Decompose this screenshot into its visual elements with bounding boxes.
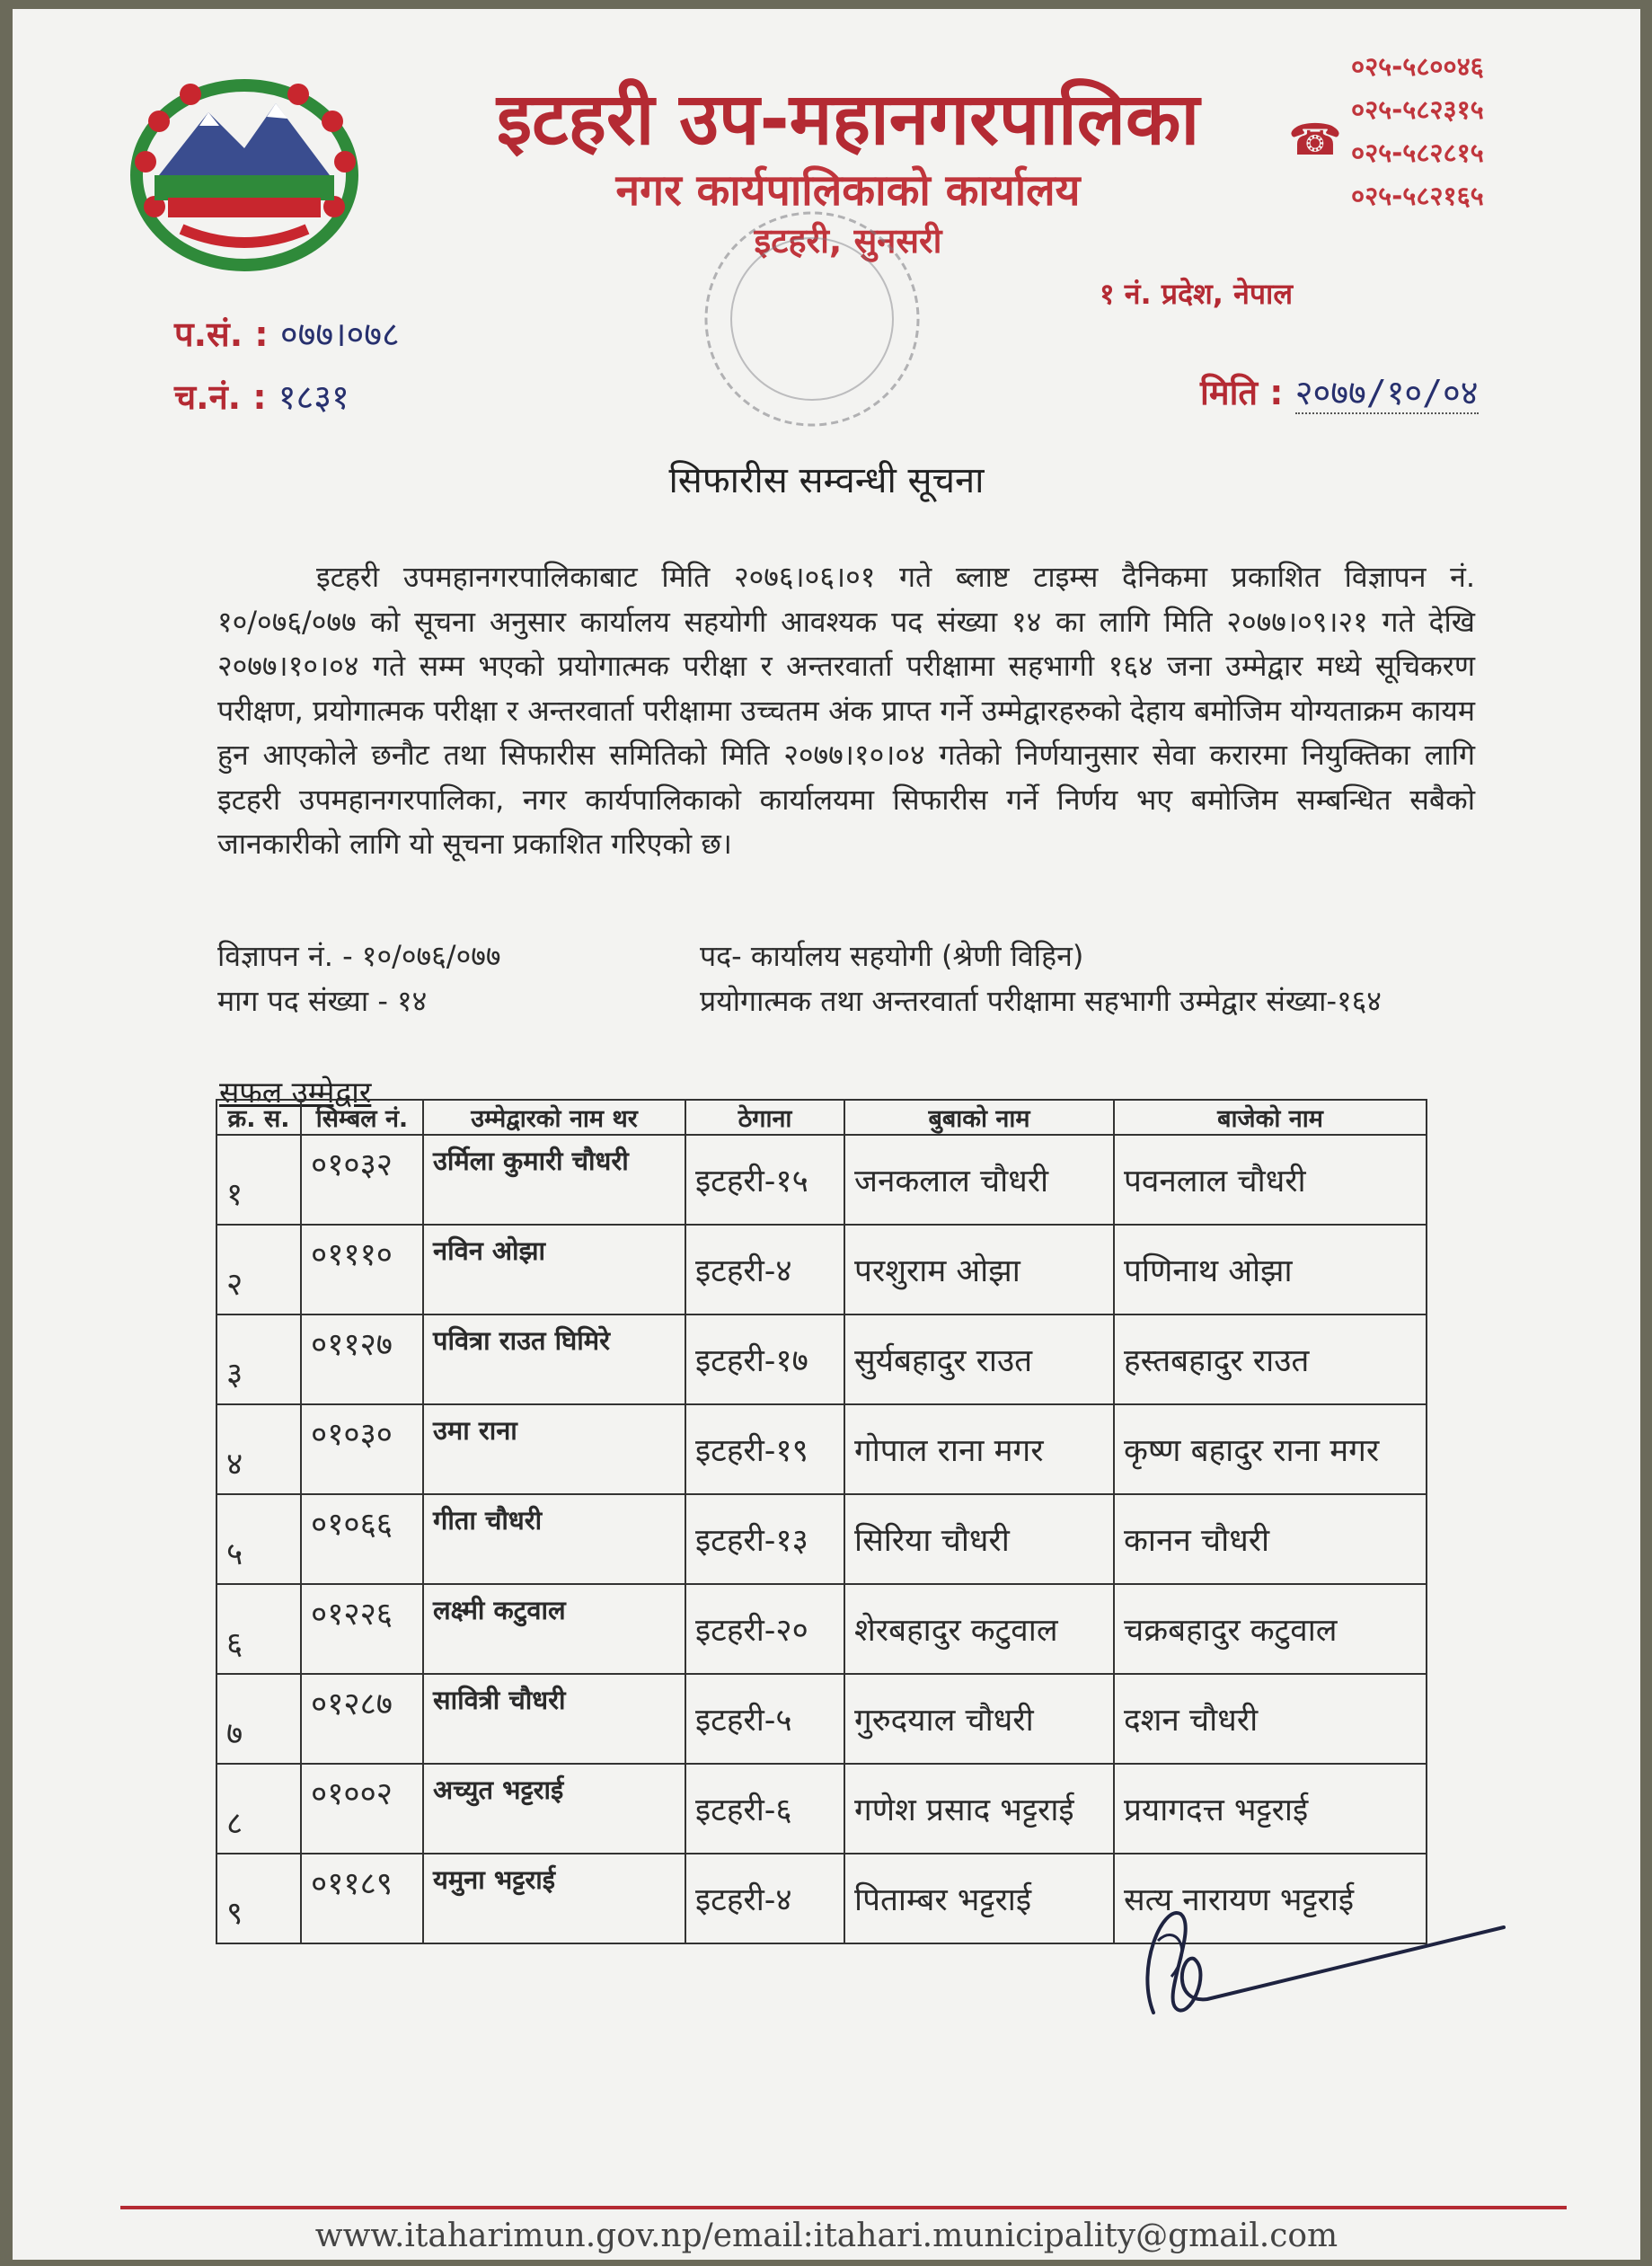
symbol-number: ०१०३२ xyxy=(301,1135,423,1225)
footer-contact: www.itaharimun.gov.np/email:itahari.municipality@gmail.com xyxy=(314,2217,1338,2254)
column-header: उम्मेद्वारको नाम थर xyxy=(423,1100,685,1135)
candidate-name: अच्युत भट्टराई xyxy=(423,1764,685,1854)
table-header-row xyxy=(216,1100,1427,1135)
grandfather-name: कानन चौधरी xyxy=(1114,1494,1427,1584)
advertisement-number: विज्ञापन नं. - १०/०७६/०७७ xyxy=(217,939,501,973)
cn-label: च.नं. : xyxy=(174,377,267,417)
candidate-name: उर्मिला कुमारी चौधरी xyxy=(423,1135,685,1225)
demand-post-count: माग पद संख्या - १४ xyxy=(217,984,428,1018)
grandfather-name: कृष्ण बहादुर राना मगर xyxy=(1114,1404,1427,1494)
candidate-name: नविन ओझा xyxy=(423,1225,685,1314)
table-row xyxy=(216,1135,1427,1225)
ps-value: ०७७।०७८ xyxy=(279,314,400,354)
notice-body: इटहरी उपमहानगरपालिकाबाट मिति २०७६।०६।०१ गते ब्लाष्ट टाइम्स दैनिकमा प्रकाशित विज्ञापन नं. १०/०७६/०७७ को सूचना अनुसार कार्यालय सहयोगी आवश्यक पद संख्या १४ का लागि मिति २०७७।०९।२१ गते देखि २०७७।१०।०४ गते सम्म भएको प्रयोगात्मक परीक्षा र अन्तरवार्ता परीक्षामा सहभागी १६४ जना उम्मेद्वार मध्ये सूचिकरण परीक्षण, प्रयोगात्मक परीक्षा र अन्तरवार्ता परीक्षामा उच्चतम अंक प्राप्त गर्ने उम्मेद्वारहरुको देहाय बमोजिम योग्यताक्रम कायम हुन आएकोले छनौट तथा सिफारीस समितिको मिति २०७७।१०।०४ गतेको निर्णयानुसार सेवा करारमा नियुक्तिका लागि इटहरी उपमहानगरपालिका, नगर कार्यपालिकाको कार्यालयमा सिफारीस गर्ने निर्णय भए बमोजिम सम्बन्धित सबैको जानकारीको लागि यो सूचना प्रकाशित गरिएको छ। xyxy=(217,560,1475,861)
cn-line xyxy=(174,373,349,420)
father-name: पिताम्बर भट्टराई xyxy=(844,1854,1114,1943)
column-header: क्र. स. xyxy=(216,1100,301,1135)
candidate-name: उमा राना xyxy=(423,1404,685,1494)
date-label: मिति : xyxy=(1200,373,1284,412)
office-subtitle: नगर कार्यपालिकाको कार्यालय xyxy=(615,165,1081,216)
footer-divider xyxy=(120,2206,1567,2209)
municipality-title: इटहरी उप-महानगरपालिका xyxy=(496,77,1200,161)
table-row xyxy=(216,1674,1427,1764)
signature-icon xyxy=(1126,1887,1513,2031)
serial-number: ५ xyxy=(216,1494,301,1584)
symbol-number: ०१०३० xyxy=(301,1404,423,1494)
grandfather-name: सत्य नारायण भट्टराई xyxy=(1114,1854,1427,1943)
province-label: १ नं. प्रदेश, नेपाल xyxy=(1100,277,1294,311)
column-header: ठेगाना xyxy=(685,1100,844,1135)
father-name: जनकलाल चौधरी xyxy=(844,1135,1114,1225)
candidate-name: पवित्रा राउत घिमिरे xyxy=(423,1314,685,1404)
serial-number: २ xyxy=(216,1225,301,1314)
candidate-name: यमुना भट्टराई xyxy=(423,1854,685,1943)
date-line xyxy=(1200,368,1479,415)
nepal-emblem-icon xyxy=(119,63,379,279)
successful-candidates-table xyxy=(216,1099,1427,1944)
column-header: सिम्बल नं. xyxy=(301,1100,423,1135)
serial-number: ९ xyxy=(216,1854,301,1943)
symbol-number: ०१२२६ xyxy=(301,1584,423,1674)
table-row xyxy=(216,1225,1427,1314)
office-location: इटहरी, सुनसरी xyxy=(754,221,942,261)
table-row xyxy=(216,1404,1427,1494)
participant-count: प्रयोगात्मक तथा अन्तरवार्ता परीक्षामा सहभागी उम्मेद्वार संख्या-१६४ xyxy=(700,984,1382,1018)
phone-number: ०२५-५८२३१५ xyxy=(1351,94,1484,125)
table-caption-text: सफल उम्मेद्वार xyxy=(219,1075,372,1110)
address: इटहरी-१९ xyxy=(685,1404,844,1494)
column-header: बुबाको नाम xyxy=(844,1100,1114,1135)
letter-page xyxy=(13,9,1640,2260)
grandfather-name: पवनलाल चौधरी xyxy=(1114,1135,1427,1225)
post-name: पद- कार्यालय सहयोगी (श्रेणी विहिन) xyxy=(700,939,1084,973)
serial-number: ६ xyxy=(216,1584,301,1674)
phone-number: ०२५-५८००४६ xyxy=(1351,51,1484,82)
symbol-number: ०१२८७ xyxy=(301,1674,423,1764)
cn-value: १८३१ xyxy=(278,377,349,417)
table-row xyxy=(216,1494,1427,1584)
candidate-name: लक्ष्मी कटुवाल xyxy=(423,1584,685,1674)
grandfather-name: पणिनाथ ओझा xyxy=(1114,1225,1427,1314)
father-name: गणेश प्रसाद भट्टराई xyxy=(844,1764,1114,1854)
address: इटहरी-१७ xyxy=(685,1314,844,1404)
address: इटहरी-५ xyxy=(685,1674,844,1764)
father-name: सिरिया चौधरी xyxy=(844,1494,1114,1584)
father-name: सुर्यबहादुर राउत xyxy=(844,1314,1114,1404)
notice-title: सिफारीस सम्वन्धी सूचना xyxy=(668,460,985,501)
phone-number: ०२५-५८२१६५ xyxy=(1351,181,1484,211)
symbol-number: ०१११० xyxy=(301,1225,423,1314)
serial-number: ४ xyxy=(216,1404,301,1494)
table-row xyxy=(216,1584,1427,1674)
grandfather-name: चक्रबहादुर कटुवाल xyxy=(1114,1584,1427,1674)
symbol-number: ०११८९ xyxy=(301,1854,423,1943)
address: इटहरी-१५ xyxy=(685,1135,844,1225)
candidate-name: गीता चौधरी xyxy=(423,1494,685,1584)
serial-number: ८ xyxy=(216,1764,301,1854)
date-value: २०७७/१०/०४ xyxy=(1294,373,1479,412)
serial-number: १ xyxy=(216,1135,301,1225)
telephone-icon: ☎ xyxy=(1288,115,1342,165)
candidate-name: सावित्री चौधरी xyxy=(423,1674,685,1764)
grandfather-name: हस्तबहादुर राउत xyxy=(1114,1314,1427,1404)
phone-numbers xyxy=(1351,45,1484,217)
office-stamp-icon xyxy=(682,198,942,440)
grandfather-name: प्रयागदत्त भट्टराई xyxy=(1114,1764,1427,1854)
address: इटहरी-४ xyxy=(685,1225,844,1314)
serial-number: ७ xyxy=(216,1674,301,1764)
symbol-number: ०११२७ xyxy=(301,1314,423,1404)
father-name: परशुराम ओझा xyxy=(844,1225,1114,1314)
address: इटहरी-४ xyxy=(685,1854,844,1943)
ps-line xyxy=(174,310,400,357)
address: इटहरी-२० xyxy=(685,1584,844,1674)
table-row xyxy=(216,1314,1427,1404)
symbol-number: ०१००२ xyxy=(301,1764,423,1854)
symbol-number: ०१०६६ xyxy=(301,1494,423,1584)
father-name: शेरबहादुर कटुवाल xyxy=(844,1584,1114,1674)
table-row xyxy=(216,1764,1427,1854)
address: इटहरी-६ xyxy=(685,1764,844,1854)
ps-label: प.सं. : xyxy=(174,314,269,354)
address: इटहरी-१३ xyxy=(685,1494,844,1584)
grandfather-name: दशन चौधरी xyxy=(1114,1674,1427,1764)
phone-number: ०२५-५८२८१५ xyxy=(1351,137,1484,168)
father-name: गोपाल राना मगर xyxy=(844,1404,1114,1494)
serial-number: ३ xyxy=(216,1314,301,1404)
column-header: बाजेको नाम xyxy=(1114,1100,1427,1135)
father-name: गुरुदयाल चौधरी xyxy=(844,1674,1114,1764)
